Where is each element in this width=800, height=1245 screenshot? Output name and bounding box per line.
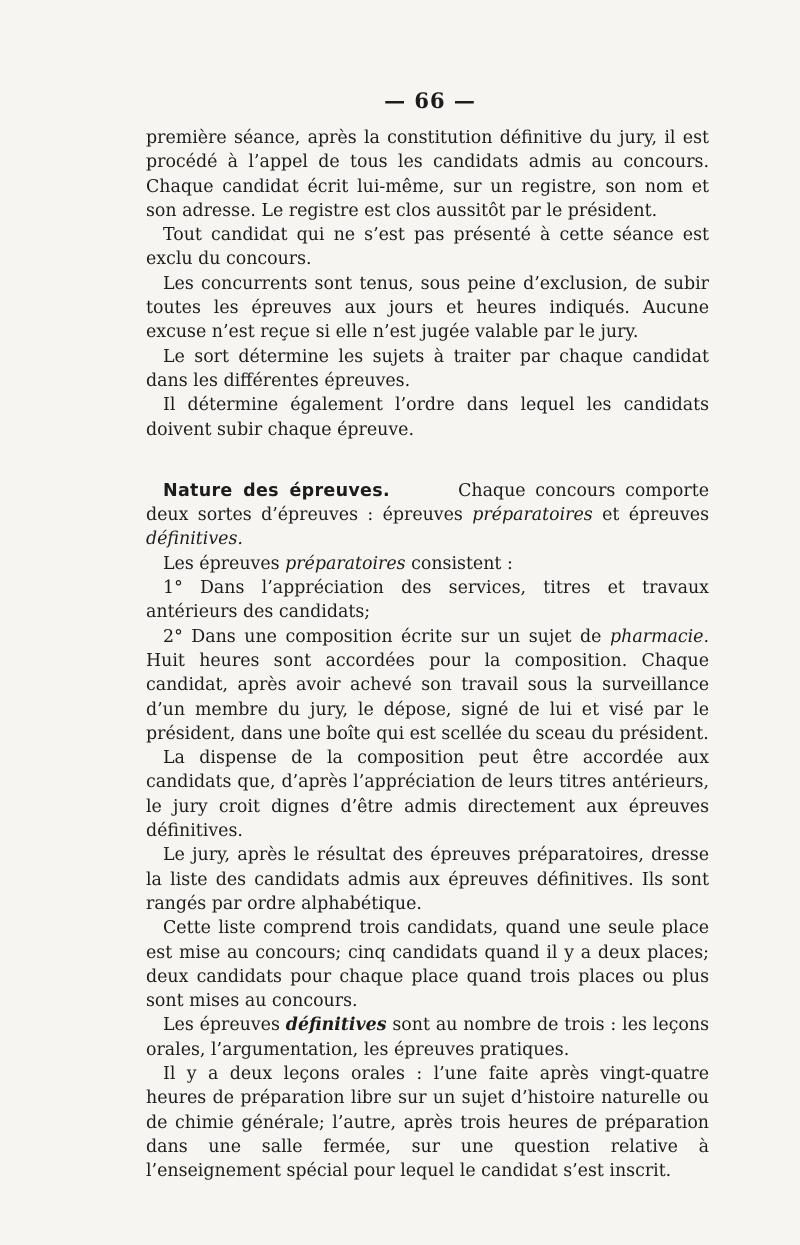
paragraph-lecons: Il y a deux leçons orales : l’une faite après vingt-quatre heures de préparation libre sur un sujet d’histoire naturelle ou de chimie générale; l’autre, après trois heures de préparation dans une salle fermée, sur une question relative à l’enseignement spécial pour lequel le candidat s’est inscrit. — [146, 1063, 709, 1182]
section-heading: Nature des épreuves. — [163, 480, 390, 501]
item2-after: Huit heures sont accordées pour la composition. Chaque candidat, après avoir achevé son travail sous la surveillance d’un membre du jury, le dépose, signé de lui et visé par le président, dans une boîte qui est scellée du sceau du président. — [146, 650, 709, 744]
body-text — [146, 126, 709, 1183]
nature-italic-definitives: définitives. — [146, 529, 243, 550]
prep-text-after: consistent : — [411, 553, 513, 574]
paragraph-dispense: La dispense de la composition peut être accordée aux candidats que, d’après l’appréciation de leurs titres antérieurs, le jury croit dignes d’être admis directement aux épreuves définitives. — [146, 748, 709, 842]
paragraph-item-2 — [146, 625, 709, 746]
page-number: — 66 — — [384, 88, 476, 113]
item2-before: 2° Dans une composition écrite sur un sujet de — [163, 626, 602, 647]
prep-text-before: Les épreuves — [163, 553, 280, 574]
paragraph-definitives — [146, 1013, 709, 1062]
nature-intro-text: Chaque concours comporte deux sortes d’épreuves : épreuves — [146, 480, 709, 526]
paragraph-nature — [146, 479, 709, 552]
prep-italic: préparatoires — [285, 553, 406, 574]
def-after: sont au nombre de trois : les leçons orales, l’argumentation, les épreuves pratiques. — [146, 1015, 709, 1060]
paragraph-concurrents: Les concurrents sont tenus, sous peine d’exclusion, de subir toutes les épreuves aux jours et heures indiqués. Aucune excuse n’est reçue si elle n’est jugée valable par le jury. — [146, 273, 709, 343]
def-before: Les épreuves — [163, 1015, 280, 1036]
nature-intro-mid: et épreuves — [602, 505, 710, 526]
paragraph-jury: Le jury, après le résultat des épreuves préparatoires, dresse la liste des candidats admis aux épreuves définitives. Ils sont rangés par ordre alphabétique. — [146, 845, 709, 914]
paragraph-premiere-seance: première séance, après la constitution définitive du jury, il est procédé à l’appel de tous les candidats admis au concours. Chaque candidat écrit lui-même, sur un registre, son nom et son adresse. Le registre est clos aussitôt par le président. — [146, 128, 709, 221]
paragraph-exclusion: Tout candidat qui ne s’est pas présenté à cette séance est exclu du concours. — [146, 225, 709, 270]
paragraph-preparatoires — [146, 552, 709, 576]
paragraph-ordre: Il détermine également l’ordre dans lequel les candidats doivent subir chaque épreuve. — [146, 395, 709, 440]
section-spacer — [146, 442, 709, 479]
paragraph-sort: Le sort détermine les sujets à traiter par chaque candidat dans les différentes épreuves. — [146, 346, 709, 391]
paragraph-item-1: 1° Dans l’appréciation des services, titres et travaux antérieurs des candidats; — [146, 578, 709, 623]
paragraph-liste: Cette liste comprend trois candidats, quand une seule place est mise au concours; cinq candidats quand il y a deux places; deux candidats pour chaque place quand trois places ou plus sont mises au concours. — [146, 918, 709, 1012]
nature-italic-preparatoires: préparatoires — [472, 505, 593, 526]
item2-italic: pharmacie. — [610, 626, 709, 647]
def-italic: définitives — [285, 1015, 387, 1036]
